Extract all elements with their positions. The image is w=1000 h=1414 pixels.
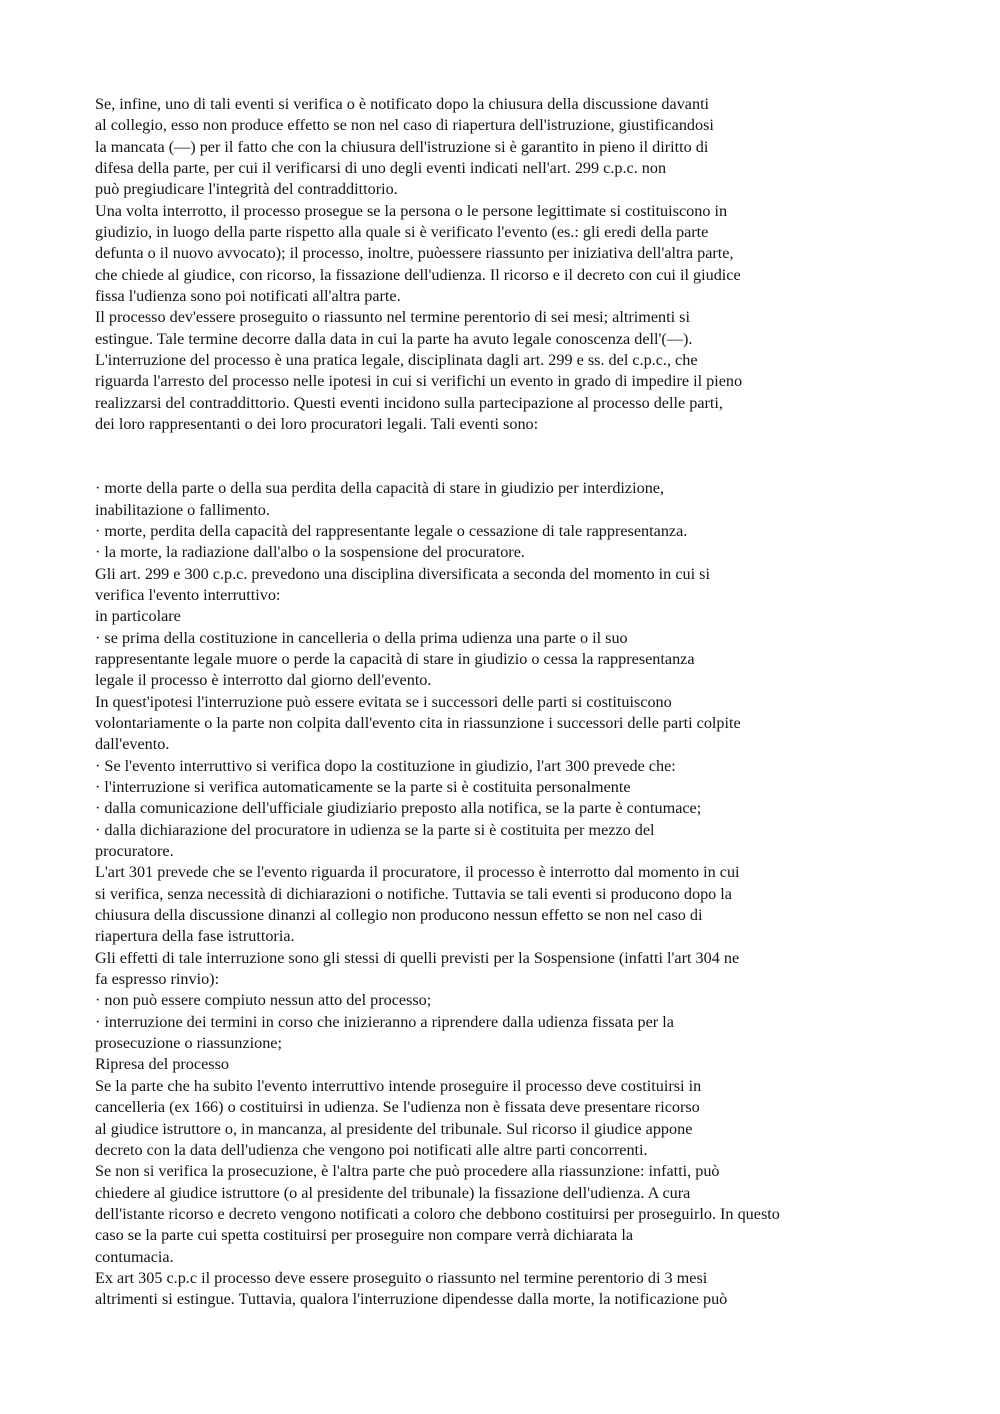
text-line: può pregiudicare l'integrità del contraddittorio. xyxy=(95,180,398,199)
text-line: fa espresso rinvio): xyxy=(95,970,220,989)
text-line: si verifica, senza necessità di dichiarazioni o notifiche. Tuttavia se tali eventi si producono dopo la xyxy=(95,884,732,903)
text-line: Il processo dev'essere proseguito o riassunto nel termine perentorio di sei mesi; altrimenti si xyxy=(95,308,690,327)
text-line: · interruzione dei termini in corso che inizieranno a riprendere dalla udienza fissata per la xyxy=(95,1012,674,1031)
text-line: · dalla dichiarazione del procuratore in udienza se la parte si è costituita per mezzo del xyxy=(95,820,655,839)
text-line: · morte della parte o della sua perdita della capacità di stare in giudizio per interdizione, xyxy=(95,479,665,498)
text-line: Gli effetti di tale interruzione sono gli stessi di quelli previsti per la Sospensione (infatti l'art 304 ne xyxy=(95,948,740,967)
text-line: prosecuzione o riassunzione; xyxy=(95,1034,282,1053)
text-line: · Se l'evento interruttivo si verifica dopo la costituzione in giudizio, l'art 300 prevede che: xyxy=(95,756,676,775)
text-line: decreto con la data dell'udienza che vengono poi notificati alle altre parti concorrenti. xyxy=(95,1140,648,1159)
text-line: · dalla comunicazione dell'ufficiale giudiziario preposto alla notifica, se la parte è contumace; xyxy=(95,799,702,818)
text-line: Gli art. 299 e 300 c.p.c. prevedono una disciplina diversificata a seconda del momento in cui si xyxy=(95,564,710,583)
blank-line xyxy=(95,436,975,457)
text-line: riguarda l'arresto del processo nelle ipotesi in cui si verifichi un evento in grado di impedire il pieno xyxy=(95,372,743,391)
text-line: estingue. Tale termine decorre dalla data in cui la parte ha avuto legale conoscenza dell'(—). xyxy=(95,329,693,348)
text-line: Se non si verifica la prosecuzione, è l'altra parte che può procedere alla riassunzione: infatti, può xyxy=(95,1162,720,1181)
text-line: · non può essere compiuto nessun atto del processo; xyxy=(95,991,432,1010)
text-line: Una volta interrotto, il processo prosegue se la persona o le persone legittimate si costituiscono in xyxy=(95,201,728,220)
text-line: Se, infine, uno di tali eventi si verifica o è notificato dopo la chiusura della discussione davanti xyxy=(95,95,710,113)
text-line: · l'interruzione si verifica automaticamente se la parte si è costituita personalmente xyxy=(95,778,631,796)
text-line: al collegio, esso non produce effetto se non nel caso di riapertura dell'istruzione, giustificandosi xyxy=(95,116,714,135)
text-line: rappresentante legale muore o perde la capacità di stare in giudizio o cessa la rappresentanza xyxy=(95,649,695,668)
text-line: Ripresa del processo xyxy=(95,1055,229,1074)
text-line: caso se la parte cui spetta costituirsi per proseguire non compare verrà dichiarata la xyxy=(95,1226,634,1245)
text-line: che chiede al giudice, con ricorso, la fissazione dell'udienza. Il ricorso e il decreto con cui il giudice xyxy=(95,265,741,284)
text-line: verifica l'evento interruttivo: xyxy=(95,585,281,604)
text-line: dell'istante ricorso e decreto vengono notificati a coloro che debbono costituirsi per proseguirlo. In questo xyxy=(95,1204,780,1223)
text-line: contumacia. xyxy=(95,1247,174,1266)
text-line: la mancata (—) per il fatto che con la chiusura dell'istruzione si è garantito in pieno il diritto di xyxy=(95,137,709,156)
text-line: procuratore. xyxy=(95,842,174,861)
text-line: · morte, perdita della capacità del rappresentante legale o cessazione di tale rappresentanza. xyxy=(95,521,688,540)
text-line: realizzarsi del contraddittorio. Questi eventi incidono sulla partecipazione al processo delle parti, xyxy=(95,393,723,412)
text-line: fissa l'udienza sono poi notificati all'altra parte. xyxy=(95,287,401,306)
text-line: chiedere al giudice istruttore (o al presidente del tribunale) la fissazione dell'udienza. A cura xyxy=(95,1183,691,1202)
blank-line xyxy=(95,457,975,478)
text-line: L'interruzione del processo è una pratica legale, disciplinata dagli art. 299 e ss. del c.p.c., che xyxy=(95,351,698,370)
text-line: defunta o il nuovo avvocato); il processo, inoltre, puòessere riassunto per iniziativa dell'altra parte, xyxy=(95,244,734,263)
text-line: Se la parte che ha subito l'evento interruttivo intende proseguire il processo deve costituirsi in xyxy=(95,1076,702,1095)
text-line: · la morte, la radiazione dall'albo o la sospensione del procuratore. xyxy=(95,543,525,562)
text-line: In quest'ipotesi l'interruzione può essere evitata se i successori delle parti si costituiscono xyxy=(95,692,672,711)
text-line: difesa della parte, per cui il verificarsi di uno degli eventi indicati nell'art. 299 c.p.c. non xyxy=(95,159,667,178)
text-line: altrimenti si estingue. Tuttavia, qualora l'interruzione dipendesse dalla morte, la notificazione può xyxy=(95,1290,728,1309)
text-line: in particolare xyxy=(95,607,181,626)
text-line: al giudice istruttore o, in mancanza, al presidente del tribunale. Sul ricorso il giudice appone xyxy=(95,1119,693,1138)
document-page xyxy=(95,94,975,1311)
text-line: volontariamente o la parte non colpita dall'evento cita in riassunzione i successori delle parti colpite xyxy=(95,713,741,732)
text-line: dei loro rappresentanti o dei loro procuratori legali. Tali eventi sono: xyxy=(95,415,539,434)
text-line: L'art 301 prevede che se l'evento riguarda il procuratore, il processo è interrotto dal momento in cui xyxy=(95,863,740,882)
text-line: chiusura della discussione dinanzi al collegio non producono nessun effetto se non nel caso di xyxy=(95,906,703,925)
text-line: riapertura della fase istruttoria. xyxy=(95,927,295,946)
text-line: giudizio, in luogo della parte rispetto alla quale si è verificato l'evento (es.: gli eredi della parte xyxy=(95,223,709,242)
text-line: cancelleria (ex 166) o costituirsi in udienza. Se l'udienza non è fissata deve presentare ricorso xyxy=(95,1098,700,1117)
text-line: inabilitazione o fallimento. xyxy=(95,500,270,519)
text-line: · se prima della costituzione in cancelleria o della prima udienza una parte o il suo xyxy=(95,628,628,647)
text-line: legale il processo è interrotto dal giorno dell'evento. xyxy=(95,671,432,690)
text-line: dall'evento. xyxy=(95,735,170,754)
text-line: Ex art 305 c.p.c il processo deve essere proseguito o riassunto nel termine perentorio di 3 mesi xyxy=(95,1268,708,1287)
